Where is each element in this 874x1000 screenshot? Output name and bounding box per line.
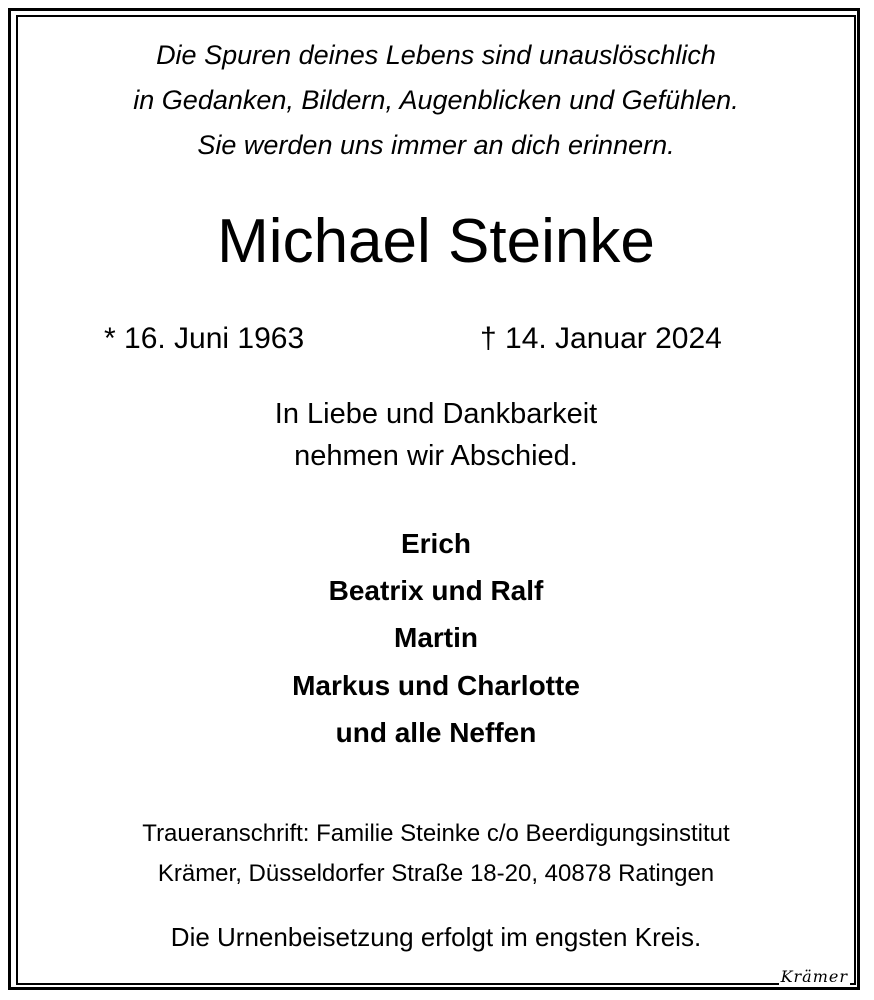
mourner-name: Erich: [400, 528, 472, 559]
mourner-name: und alle Neffen: [335, 717, 537, 748]
death-date: † 14. Januar 2024: [480, 322, 722, 355]
mourning-address-line-1: Traueranschrift: Familie Steinke c/o Beerdigungsinstitut: [142, 820, 730, 847]
deceased-name: Michael Steinke: [217, 207, 655, 276]
farewell-line-2: nehmen wir Abschied.: [294, 440, 578, 472]
mourning-address-line-2: Krämer, Düsseldorfer Straße 18-20, 40878 Ratingen: [157, 860, 715, 887]
undertaker-signature: Krämer: [780, 967, 848, 986]
verse-line-2: in Gedanken, Bildern, Augenblicken und Gefühlen.: [133, 85, 739, 115]
mourner-name: Martin: [394, 622, 478, 653]
verse-line-1: Die Spuren deines Lebens sind unauslöschlich: [156, 40, 716, 70]
birth-date: * 16. Juni 1963: [104, 322, 305, 355]
burial-note: Die Urnenbeisetzung erfolgt im engsten Kreis.: [170, 922, 702, 952]
mourner-name: Markus und Charlotte: [292, 670, 580, 701]
farewell-line-1: In Liebe und Dankbarkeit: [274, 398, 598, 430]
mourner-name: Beatrix und Ralf: [328, 575, 544, 606]
verse-line-3: Sie werden uns immer an dich erinnern.: [197, 130, 675, 160]
